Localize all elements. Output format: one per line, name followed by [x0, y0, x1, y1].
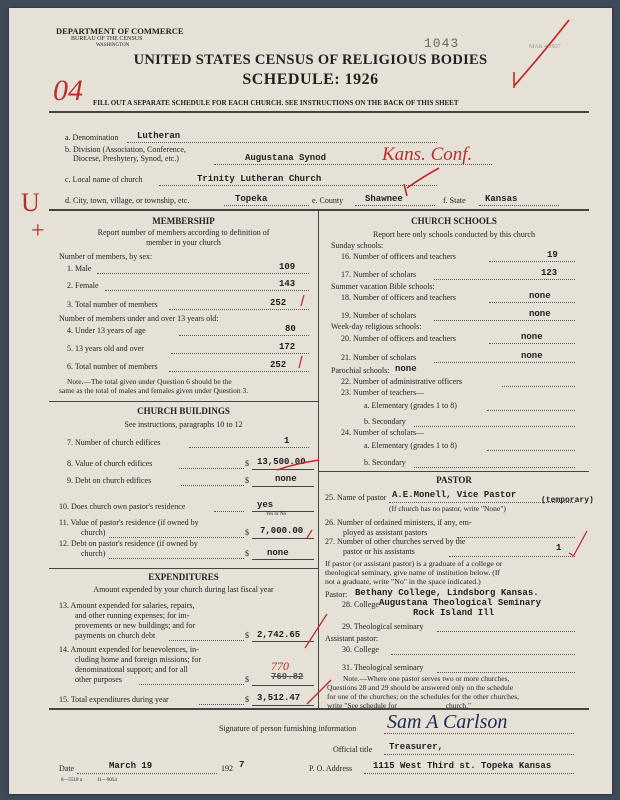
check-q6 [299, 356, 302, 368]
parochial-schools-value: none [395, 364, 417, 374]
q4-under-13-value: 80 [285, 324, 296, 334]
check-q13 [305, 614, 327, 648]
assistant-pastor-label: Assistant pastor: [325, 634, 379, 643]
q25-label: 25. Name of pastor [325, 493, 387, 502]
division-value: Augustana Synod [245, 153, 327, 163]
q14-label-4: other purposes [75, 675, 122, 684]
q10-label: 10. Does church own pastor's residence [59, 502, 186, 511]
members-by-sex-label: Number of members, by sex: [59, 252, 153, 261]
q16-label: 16. Number of officers and teachers [341, 252, 456, 261]
date-value: March 19 [109, 761, 153, 771]
q23-label: 23. Number of teachers— [341, 388, 425, 397]
buildings-intro: See instructions, paragraphs 10 to 12 [124, 420, 243, 429]
membership-note-2: same as the total of males and females given under Question 3. [59, 386, 249, 395]
q6-label: 6. Total number of members [67, 362, 158, 371]
membership-intro: Report number of members according to definition of [97, 228, 270, 237]
q14-handwritten-correction: 770 [271, 659, 289, 673]
q24b-label: b. Secondary [364, 458, 406, 467]
official-title-value: Treasurer, [389, 742, 444, 752]
handwritten-code: 04 [53, 74, 83, 107]
county-value: Shawnee [365, 194, 403, 204]
q18-value: none [529, 291, 551, 301]
q14-benevolences-value: 769.82 [271, 672, 304, 682]
city-heading: WASHINGTON [96, 43, 130, 48]
q28-college-value: Bethany College, Lindsborg Kansas. [355, 588, 539, 598]
q7-label: 7. Number of church edifices [67, 438, 161, 447]
q27-label-2: pastor or his assistants [343, 547, 415, 556]
q12-label-2: church) [81, 549, 106, 558]
handwritten-marks [9, 8, 612, 794]
graduate-instruction-2: theological seminary, give name of institution below. (If [325, 568, 501, 577]
q8-currency: $ [245, 459, 249, 468]
official-title-label: Official title [333, 745, 373, 754]
dept-heading: DEPARTMENT OF COMMERCE [56, 26, 184, 36]
city-value: Topeka [235, 194, 268, 204]
q23b-label: b. Secondary [364, 417, 406, 426]
q27-label: 27. Number of other churches served by the [325, 537, 466, 546]
signature-value: Sam A Carlson [387, 711, 508, 733]
q29-label: 29. Theological seminary [342, 622, 424, 631]
sunday-schools-label: Sunday schools: [331, 241, 384, 250]
q15-label: 15. Total expenditures during year [59, 695, 169, 704]
q13-label: 13. Amount expended for salaries, repairs, [59, 601, 195, 610]
q9-label: 9. Debt on church edifices [67, 476, 152, 485]
q23a-label: a. Elementary (grades 1 to 8) [364, 401, 457, 410]
form-title: UNITED STATES CENSUS OF RELIGIOUS BODIES [133, 52, 488, 68]
division-handwritten: Kans. Conf. [382, 144, 473, 165]
q19-value: none [529, 309, 551, 319]
check-q27 [574, 531, 587, 555]
summer-schools-label: Summer vacation Bible schools: [331, 282, 435, 291]
check-q27-stem [569, 553, 574, 556]
q9-currency: $ [245, 476, 249, 485]
q2-label: 2. Female [67, 281, 99, 290]
q5-label: 5. 13 years old and over [67, 344, 144, 353]
q18-label: 18. Number of officers and teachers [341, 293, 456, 302]
q10-hint: Yes or No [266, 512, 287, 517]
q17-label: 17. Number of scholars [341, 270, 417, 279]
q7-edifices-value: 1 [284, 436, 290, 446]
members-by-age-label: Number of members under and over 13 years old: [59, 314, 219, 323]
parochial-schools-label: Parochial schools: [331, 366, 390, 375]
q11-label: 11. Value of pastor's residence (if owned by [59, 518, 199, 527]
q12-label: 12. Debt on pastor's residence (if owned by [59, 539, 198, 548]
q1-male-value: 109 [279, 262, 296, 272]
q20-label: 20. Number of officers and teachers [341, 334, 456, 343]
pastor-heading: PASTOR [436, 475, 472, 485]
form-instruction: FILL OUT A SEPARATE SCHEDULE FOR EACH CHURCH. SEE INSTRUCTIONS ON THE BACK OF THIS SHEET [93, 99, 459, 107]
q27-value: 1 [556, 543, 562, 553]
q24-label: 24. Number of scholars— [341, 428, 425, 437]
q6-total-value: 252 [270, 360, 287, 370]
denomination-label: a. Denomination [65, 133, 119, 142]
expenditures-intro: Amount expended by your church during last fiscal year [93, 585, 274, 594]
signature-label: Signature of person furnishing information [219, 724, 357, 733]
address-value: 1115 West Third st. Topeka Kansas [373, 761, 552, 771]
q14-currency: $ [245, 675, 249, 684]
check-q15 [307, 680, 331, 704]
form-number: 8—5518 a [61, 778, 82, 783]
q10-owns-residence-value: yes [257, 500, 274, 510]
pastor-note-4: write "See schedule for ____________ church." [327, 701, 472, 710]
schools-heading: CHURCH SCHOOLS [411, 216, 497, 226]
city-label: d. City, town, village, or township, etc. [65, 196, 190, 205]
membership-note: Note.—The total given under Question 6 should be the [67, 377, 232, 386]
county-label: e. County [312, 196, 344, 205]
q31-label: 31. Theological seminary [342, 663, 424, 672]
q28-seminary-location: Rock Island Ill [413, 608, 495, 618]
q22-label: 22. Number of administrative officers [341, 377, 462, 386]
q25-pastor-name-value: A.E.Monell, Vice Pastor [392, 490, 517, 500]
q14-label-3: denominational support; and for all [75, 665, 188, 674]
check-q3 [301, 295, 304, 306]
membership-intro-2: member in your church [146, 238, 221, 247]
q26-label: 26. Number of ordained ministers, if any, em- [325, 518, 472, 527]
q11-residence-value: 7,000.00 [260, 526, 304, 536]
schedule-title: SCHEDULE: 1926 [242, 71, 379, 88]
q13-currency: $ [245, 631, 249, 640]
q25-hint: (If church has no pastor, write "None") [389, 504, 506, 513]
local-name-label: c. Local name of church [65, 175, 143, 184]
q15-currency: $ [245, 695, 249, 704]
print-number: 11—9054 [97, 778, 117, 783]
q17-value: 123 [541, 268, 558, 278]
q9-debt-value: none [275, 474, 297, 484]
q8-value-edifices: 13,500.00 [257, 457, 306, 467]
buildings-heading: CHURCH BUILDINGS [137, 406, 230, 416]
q13-label-2: and other running expenses; for im- [75, 611, 190, 620]
state-value: Kansas [485, 194, 518, 204]
q2-female-value: 143 [279, 279, 296, 289]
q24a-label: a. Elementary (grades 1 to 8) [364, 441, 457, 450]
q13-label-4: payments on church debt [75, 631, 156, 640]
graduate-instruction-3: not a graduate, write "No" in the space indicated.) [325, 577, 481, 586]
q12-residence-debt-value: none [267, 548, 289, 558]
q15-total-expenditures-value: 3,512.47 [257, 693, 301, 703]
schedule-number: 1043 [424, 36, 460, 51]
q25-temporary-note: (temporary) [541, 496, 594, 505]
q20-value: none [521, 332, 543, 342]
pastor-note-2: Questions 28 and 29 should be answered only on the schedule [327, 683, 514, 692]
q26-label-2: ployed as assistant pastors [343, 528, 428, 537]
q28-label: 28. College [342, 600, 379, 609]
address-label: P. O. Address [309, 764, 353, 773]
q8-label: 8. Value of church edifices [67, 459, 153, 468]
pastor-note-3: for one of the churches; on the schedules for the other churches, [327, 692, 520, 701]
checkmark-county [407, 168, 439, 188]
graduate-instruction: If pastor (or assistant pastor) is a graduate of a college or [325, 559, 503, 568]
q13-label-3: provements or new buildings; and for [75, 621, 196, 630]
state-label: f. State [443, 196, 466, 205]
check-q11 [307, 530, 312, 538]
handwritten-u: U [21, 188, 40, 217]
date-label: Date [59, 764, 75, 773]
bureau-heading: BUREAU OF THE CENSUS [71, 36, 143, 42]
schools-intro: Report here only schools conducted by this church [373, 230, 535, 239]
q4-label: 4. Under 13 years of age [67, 326, 146, 335]
q14-label-2: cluding home and foreign missions; for [75, 655, 201, 664]
q3-total-value: 252 [270, 298, 287, 308]
q19-label: 19. Number of scholars [341, 311, 417, 320]
q21-label: 21. Number of scholars [341, 353, 417, 362]
q11-currency: $ [245, 528, 249, 537]
division-label-2: Diocese, Presbytery, Synod, etc.) [73, 154, 179, 163]
check-q8 [277, 460, 319, 470]
q1-label: 1. Male [67, 264, 92, 273]
q3-label: 3. Total number of members [67, 300, 158, 309]
q12-currency: $ [245, 549, 249, 558]
q11-label-2: church) [81, 528, 106, 537]
q28-seminary-value: Augustana Theological Seminary [379, 598, 542, 608]
pastor-note: Note.—Where one pastor serves two or more churches, [343, 674, 510, 683]
membership-heading: MEMBERSHIP [152, 216, 215, 226]
handwritten-plus: + [31, 218, 45, 244]
local-name-value: Trinity Lutheran Church [197, 174, 322, 184]
received-stamp: MAR 4 1927 [529, 44, 561, 50]
q14-label: 14. Amount expended for benevolences, in- [59, 645, 199, 654]
q16-value: 19 [547, 250, 558, 260]
checkmark-top-right [514, 20, 569, 86]
denomination-value: Lutheran [137, 131, 181, 141]
year-prefix: 192 [221, 764, 233, 773]
year-suffix-value: 7 [239, 760, 245, 770]
q30-label: 30. College [342, 645, 379, 654]
expenditures-heading: EXPENDITURES [148, 572, 219, 582]
census-schedule-sheet [9, 8, 612, 794]
q13-running-expenses-value: 2,742.65 [257, 630, 301, 640]
q21-value: none [521, 351, 543, 361]
weekday-schools-label: Week-day religious schools: [331, 322, 422, 331]
q5-over-13-value: 172 [279, 342, 296, 352]
division-label: b. Division (Association, Conference, [65, 145, 186, 154]
checkmark-county-stem [404, 184, 407, 196]
pastor-college-label: Pastor: [325, 590, 348, 599]
